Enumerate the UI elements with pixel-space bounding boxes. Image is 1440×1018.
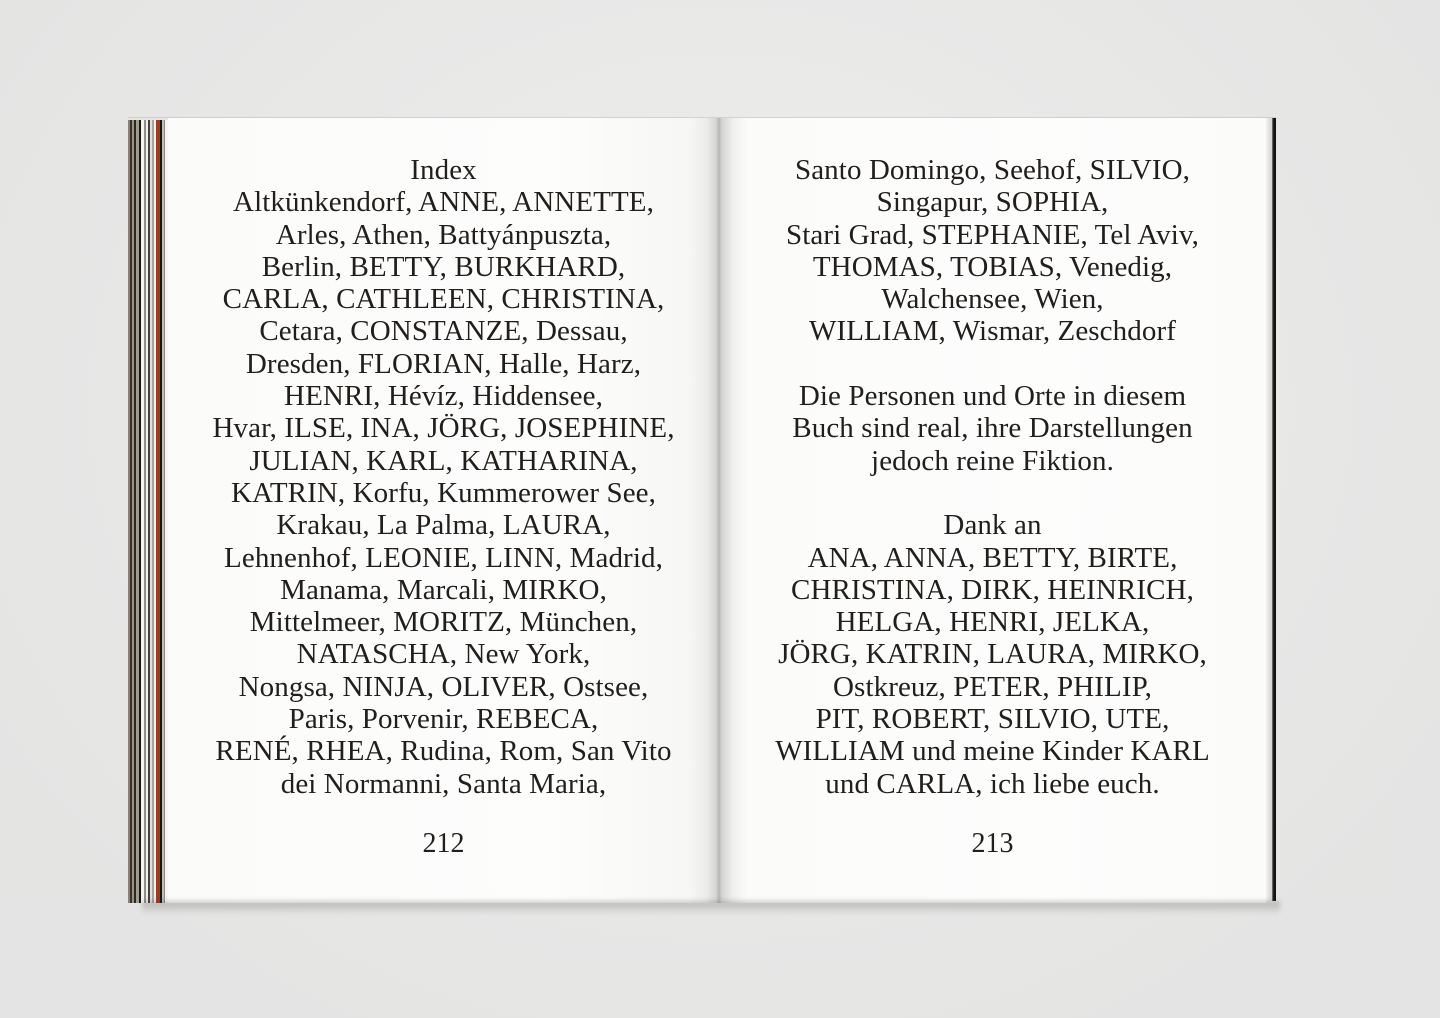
back-cover-edge — [1272, 118, 1276, 901]
text-line: Dank an — [943, 509, 1042, 542]
text-line: CHRISTINA, DIRK, HEINRICH, — [791, 573, 1194, 606]
text-line: Nongsa, NINJA, OLIVER, Ostsee, — [238, 670, 649, 703]
text-line: CARLA, CATHLEEN, CHRISTINA, — [222, 283, 665, 316]
text-line: JULIAN, KARL, KATHARINA, — [249, 444, 638, 477]
text-line: Altkünkendorf, ANNE, ANNETTE, — [233, 186, 654, 219]
page-left — [168, 118, 719, 903]
text-line: HENRI, Hévíz, Hiddensee, — [284, 380, 603, 413]
fore-edge-stripes — [128, 120, 168, 903]
text-line: Cetara, CONSTANZE, Dessau, — [259, 315, 628, 348]
text-line: dei Normanni, Santa Maria, — [280, 767, 607, 800]
text-line: Krakau, La Palma, LAURA, — [276, 509, 611, 542]
page-right-text — [719, 154, 1266, 800]
text-line: HELGA, HENRI, JELKA, — [835, 606, 1150, 639]
text-line: Arles, Athen, Battyánpuszta, — [275, 218, 612, 251]
page-left-text — [168, 154, 719, 800]
text-line: Buch sind real, ihre Darstellungen — [792, 412, 1193, 445]
text-line: Manama, Marcali, MIRKO, — [280, 573, 607, 606]
text-line: ANA, ANNA, BETTY, BIRTE, — [807, 541, 1178, 574]
text-line: Mittelmeer, MORITZ, München, — [249, 606, 638, 639]
text-line: WILLIAM und meine Kinder KARL — [775, 735, 1210, 768]
text-line — [719, 477, 1266, 509]
text-line: Singapur, SOPHIA, — [876, 186, 1109, 219]
text-line: KATRIN, Korfu, Kummerower See, — [230, 476, 656, 509]
text-line: RENÉ, RHEA, Rudina, Rom, San Vito — [215, 735, 672, 768]
text-line: Santo Domingo, Seehof, SILVIO, — [794, 154, 1191, 186]
text-line: WILLIAM, Wismar, Zeschdorf — [809, 315, 1176, 348]
text-line: Die Personen und Orte in diesem — [798, 380, 1187, 413]
book-drop-shadow — [142, 901, 1280, 917]
text-line: Dresden, FLORIAN, Halle, Harz, — [245, 347, 642, 380]
book-spread — [128, 118, 1276, 903]
text-line: Lehnenhof, LEONIE, LINN, Madrid, — [224, 541, 663, 574]
text-line: Hvar, ILSE, INA, JÖRG, JOSEPHINE, — [212, 412, 675, 445]
text-line: JÖRG, KATRIN, LAURA, MIRKO, — [778, 638, 1207, 671]
page-number-right: 213 — [971, 828, 1014, 859]
text-line: Paris, Porvenir, REBECA, — [288, 703, 599, 736]
text-line: PIT, ROBERT, SILVIO, UTE, — [815, 703, 1170, 736]
text-line: THOMAS, TOBIAS, Venedig, — [812, 250, 1173, 283]
text-line: Walchensee, Wien, — [881, 283, 1104, 316]
text-line: und CARLA, ich liebe euch. — [825, 767, 1160, 800]
page-number-left: 212 — [422, 828, 465, 859]
text-line — [719, 348, 1266, 380]
text-line: NATASCHA, New York, — [296, 638, 591, 671]
text-line: Index — [410, 154, 477, 186]
text-line: Ostkreuz, PETER, PHILIP, — [833, 670, 1152, 703]
text-line: Stari Grad, STEPHANIE, Tel Aviv, — [785, 218, 1200, 251]
text-line: Berlin, BETTY, BURKHARD, — [261, 250, 626, 283]
text-line: jedoch reine Fiktion. — [871, 444, 1114, 477]
page-right — [719, 118, 1266, 903]
